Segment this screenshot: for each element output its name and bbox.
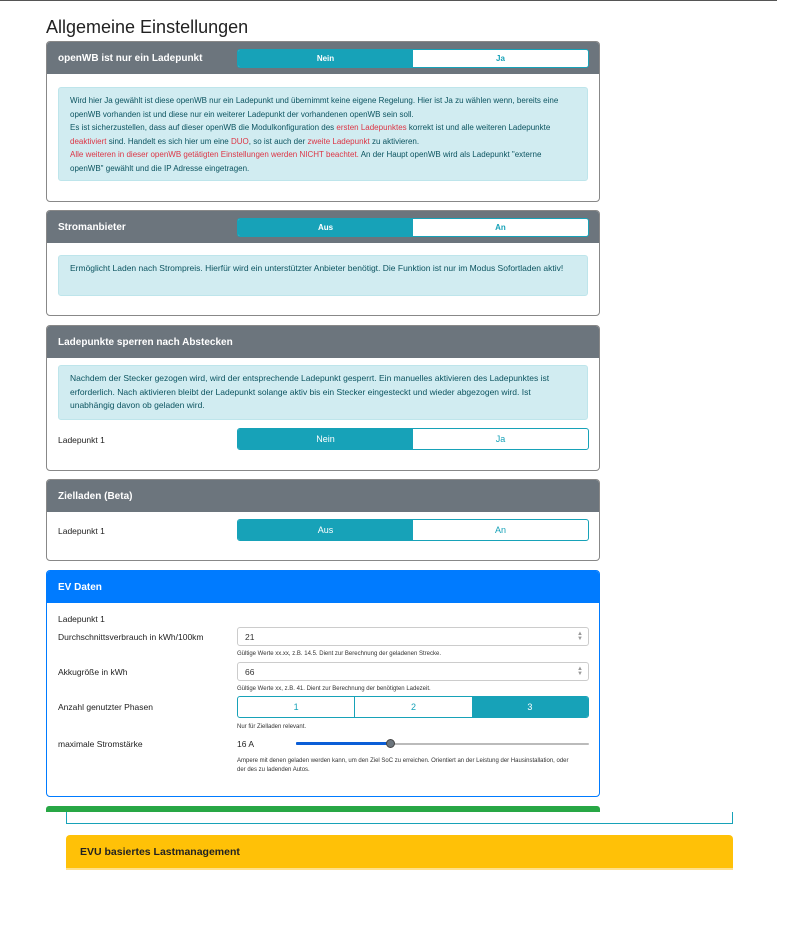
stromanbieter-toggle (237, 218, 589, 237)
phases-label: Anzahl genutzter Phasen (58, 702, 153, 712)
card-header (47, 211, 599, 243)
card-stromanbieter (46, 210, 600, 316)
card-only-chargepoint (46, 41, 600, 202)
phases-help: Nur für Zielladen relevant. (237, 724, 307, 730)
card-header (47, 42, 599, 74)
option-nein[interactable]: Nein (238, 429, 413, 449)
card-title: EV Daten (58, 582, 102, 593)
ev-subtitle: Ladepunkt 1 (58, 614, 105, 624)
current-label: maximale Stromstärke (58, 739, 143, 749)
info-box: Wird hier Ja gewählt ist diese openWB nur ein Ladepunkt und übernimmt keine eigene Regelung. Hier ist Ja zu wählen wenn, bereits eine openWB vorhanden ist und diese nur ein weiterer Ladepunkt der vorhandenen openWB sein soll. Es ist sicherzustellen, dass auf dieser openWB die Modulkonfiguration des ersten Ladepunktes korrekt ist und alle weiteren Ladepunkte deaktiviert sind. Handelt es sich hier um eine DUO, so ist auch der zweite Ladepunkt zu aktivieren. Alle weiteren in dieser openWB getätigten Einstellungen werden NICHT beachtet. An der Haupt openWB wird als Ladepunkt "externe openWB" gewählt und die IP Adresse eingetragen. (58, 87, 588, 181)
option-an[interactable]: An (495, 223, 506, 232)
option-nein[interactable]: Nein (238, 50, 413, 67)
card-title: openWB ist nur ein Ladepunkt (58, 53, 203, 64)
consumption-label: Durchschnittsverbrauch in kWh/100km (58, 632, 204, 642)
card-ev-daten (46, 570, 600, 797)
page-title: Allgemeine Einstellungen (46, 17, 249, 37)
zielladen-toggle-lp1 (237, 519, 589, 541)
spinner-icon[interactable]: ▲ ▼ (577, 666, 583, 677)
option-aus[interactable]: Aus (238, 520, 413, 540)
card-header (47, 571, 599, 603)
spinner-icon[interactable]: ▲ ▼ (577, 631, 583, 642)
current-slider[interactable] (296, 739, 589, 749)
phases-toggle (237, 696, 589, 718)
card-title: Ladepunkte sperren nach Abstecken (58, 337, 233, 348)
card-header (66, 835, 733, 868)
option-ja[interactable]: Ja (495, 434, 506, 444)
only-chargepoint-toggle (237, 49, 589, 68)
card-header (47, 326, 599, 358)
card-zielladen (46, 479, 600, 561)
current-value: 16 A (237, 739, 255, 749)
card-lock-after-unplug (46, 325, 600, 471)
slider-thumb[interactable] (386, 739, 395, 748)
card-evu-lastmanagement (66, 835, 733, 875)
info-box: Nachdem der Stecker gezogen wird, wird der entsprechende Ladepunkt gesperrt. Ein manuelles aktivieren des Ladepunktes ist erforderlich. Nach aktivieren bleibt der Ladepunkt solange aktiv bis ein Stecker eingesteckt und wieder abgezogen wird. Ist unabhängig davon ob geladen wird. (58, 365, 588, 420)
option-ja[interactable]: Ja (496, 54, 505, 63)
slider-fill (296, 742, 390, 745)
row-label: Ladepunkt 1 (58, 435, 105, 445)
option-aus[interactable]: Aus (238, 219, 413, 236)
row-label: Ladepunkt 1 (58, 526, 105, 536)
consumption-input[interactable]: 21 ▲ ▼ (237, 627, 589, 646)
evu-card-divider (66, 868, 733, 870)
battery-label: Akkugröße in kWh (58, 667, 128, 677)
card-title: Zielladen (Beta) (58, 491, 133, 502)
top-border (0, 0, 777, 1)
consumption-help: Gültige Werte xx.xx, z.B. 14.5. Dient zur Berechnung der geladenen Strecke. (237, 651, 441, 657)
card-title: Stromanbieter (58, 222, 126, 233)
option-an[interactable]: An (494, 525, 506, 535)
info-box: Ermöglicht Laden nach Strompreis. Hierfür wird ein unterstützter Anbieter benötigt. Die Funktion ist nur im Modus Sofortladen aktiv! (58, 255, 588, 296)
phase-option-2[interactable]: 2 (410, 702, 416, 712)
current-help: Ampere mit denen geladen werden kann, um den Ziel SoC zu erreichen. Orientiert an der Leistung der Hausinstallation, oder der des zu ladenden Autos. (237, 758, 569, 773)
phase-option-1[interactable]: 1 (238, 697, 355, 717)
card-header (47, 480, 599, 512)
phase-option-3[interactable]: 3 (472, 697, 588, 717)
battery-input[interactable]: 66 ▲ ▼ (237, 662, 589, 681)
lock-toggle-lp1 (237, 428, 589, 450)
green-card-body (66, 812, 733, 824)
battery-help: Gültige Werte xx, z.B. 41. Dient zur Berechnung der benötigten Ladezeit. (237, 686, 431, 692)
card-title: EVU basiertes Lastmanagement (80, 846, 240, 858)
